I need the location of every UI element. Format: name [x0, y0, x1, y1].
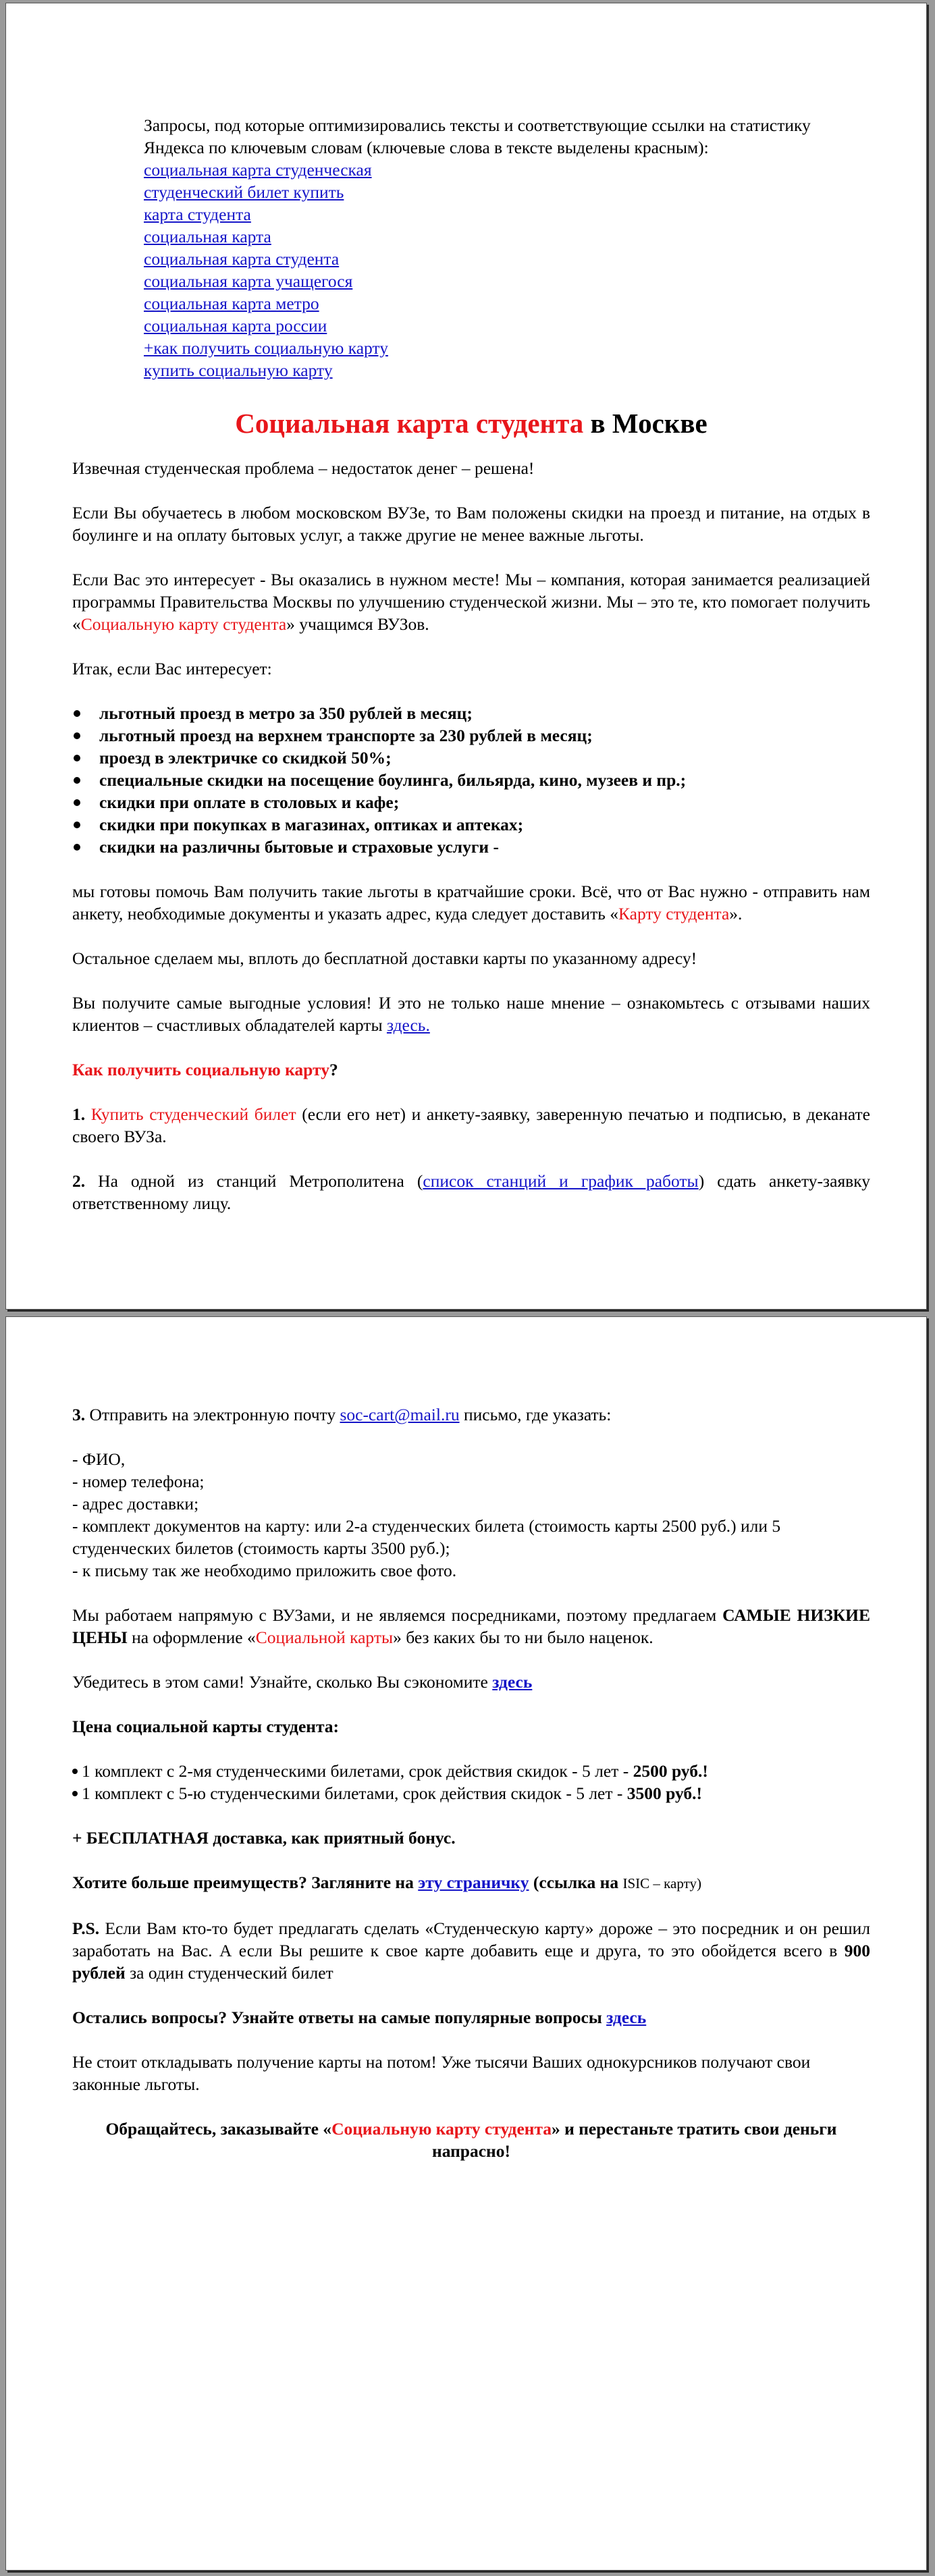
list-item: скидки на различны бытовые и страховые услуги -	[72, 836, 870, 858]
paragraph-ps	[72, 1917, 870, 1984]
keywords-block	[144, 114, 870, 381]
text-span: На одной из станций Метрополитена (	[85, 1171, 423, 1191]
savings-link[interactable]: здесь	[492, 1672, 533, 1692]
text-span: ?	[329, 1060, 338, 1079]
list-item: проезд в электричке со скидкой 50%;	[72, 747, 870, 769]
keyword-link[interactable]: социальная карта учащегося	[144, 271, 353, 291]
title-black-part: в Москве	[583, 408, 707, 439]
requirements-list	[72, 1448, 870, 1582]
list-item: - к письму так же необходимо приложить свое фото.	[72, 1561, 457, 1580]
text-span: Отправить на электронную почту	[85, 1405, 340, 1424]
paragraph-itak: Итак, если Вас интересует:	[72, 659, 272, 678]
keyword-link[interactable]: +как получить социальную карту	[144, 338, 388, 358]
page-1-content	[72, 114, 870, 1214]
step-number: 2.	[72, 1171, 86, 1191]
paragraph-interest	[72, 568, 870, 635]
paragraph-delay: Не стоит откладывать получение карты на потом! Уже тысячи Ваших однокурсников получают свои законные льготы.	[72, 2052, 811, 2094]
list-item: - адрес доставки;	[72, 1494, 199, 1513]
page-title	[72, 406, 870, 441]
price-value: 3500 руб.!	[626, 1783, 703, 1803]
price-list	[72, 1760, 870, 1804]
isic-link[interactable]: эту страничку	[418, 1873, 529, 1892]
more-benefits	[72, 1871, 870, 1895]
text-span: 1 комплект с 5-ю студенческими билетами, срок действия скидок - 5 лет -	[82, 1783, 627, 1803]
bold-text: 900 рублей	[72, 1941, 870, 1983]
text-span: ) сдать анкету-заявку ответственному лицу.	[72, 1171, 870, 1213]
text-span: » учащимся ВУЗов.	[286, 614, 429, 634]
step-2	[72, 1170, 870, 1214]
paragraph-vuz: Если Вы обучаетесь в любом московском ВУЗе, то Вам положены скидки на проезд и питание, на отдых в боулинге и на оплату бытовых услуг, а также другие не менее важные льготы.	[72, 503, 870, 545]
paragraph-best	[72, 992, 870, 1036]
page-2-content	[72, 1403, 870, 2162]
intro-text-line1: Запросы, под которые оптимизировались тексты и соответствующие ссылки на статистику	[144, 115, 811, 135]
text-span: за один студенческий билет	[125, 1963, 333, 1983]
list-item: - комплект документов на карту: или 2-а студенческих билета (стоимость карты 2500 руб.) или 5 студенческих билетов (стоимость карты 3500 руб.);	[72, 1516, 781, 1558]
ps-label: P.S.	[72, 1918, 100, 1938]
text-span: Если Вам кто-то будет предлагать сделать «Студенческую карту» дороже – это посредник и он решил заработать на Вас. А если Вы решите к свое карте добавить еще и друга, то это обойдется всего в	[72, 1918, 870, 1960]
list-item: скидки при покупках в магазинах, оптиках и аптеках;	[72, 813, 870, 836]
paragraph-problem: Извечная студенческая проблема – недостаток денег – решена!	[72, 458, 535, 478]
price-title: Цена социальной карты студента:	[72, 1717, 340, 1736]
paragraph-check	[72, 1671, 870, 1693]
keyword-link[interactable]: социальная карта студента	[144, 249, 340, 269]
benefits-list	[72, 702, 870, 858]
list-item: - ФИО,	[72, 1449, 126, 1469]
step-number: 1.	[72, 1104, 86, 1124]
keyword-link[interactable]: социальная карта россии	[144, 316, 327, 336]
list-item: льготный проезд в метро за 350 рублей в месяц;	[72, 702, 870, 724]
keyword-link[interactable]: купить социальную карту	[144, 360, 333, 380]
text-span: » без каких бы то ни было наценок.	[393, 1628, 653, 1647]
step-number: 3.	[72, 1405, 86, 1424]
text-span: ».	[729, 904, 743, 923]
paragraph-direct	[72, 1604, 870, 1648]
faq-link[interactable]: здесь	[606, 2008, 647, 2027]
keyword-red: Карту студента	[618, 904, 730, 923]
text-span: Убедитесь в этом сами! Узнайте, сколько Вы сэкономите	[72, 1672, 493, 1692]
reviews-link[interactable]: здесь.	[386, 1015, 430, 1035]
free-delivery: + БЕСПЛАТНАЯ доставка, как приятный бонус.	[72, 1828, 456, 1848]
stations-link[interactable]: список станций и график работы	[423, 1171, 699, 1191]
keyword-red: Как получить социальную карту	[72, 1060, 329, 1079]
bold-text: САМЫЕ НИЗКИЕ ЦЕНЫ	[72, 1605, 870, 1647]
text-span: Мы работаем напрямую с ВУЗами, и не являемся посредниками, поэтому предлагаем	[72, 1605, 723, 1625]
text-span: Остались вопросы? Узнайте ответы на самые популярные вопросы	[72, 2008, 607, 2027]
howto-heading	[72, 1058, 870, 1081]
list-item	[72, 1782, 870, 1804]
questions	[72, 2006, 870, 2029]
intro-text-line2: Яндекса по ключевым словам (ключевые слова в тексте выделены красным):	[144, 138, 709, 157]
email-link[interactable]: soc-cart@mail.ru	[340, 1405, 460, 1424]
text-span: 1 комплект с 2-мя студенческими билетами, срок действия скидок - 5 лет -	[82, 1761, 633, 1781]
text-span: Вы получите самые выгодные условия! И это не только наше мнение – ознакомьтесь с отзывами наших клиентов – счастливых обладателей карты	[72, 993, 870, 1035]
price-value: 2500 руб.!	[633, 1761, 708, 1781]
text-span: (если его нет) и анкету-заявку, заверенную печатью и подписью, в деканате своего ВУЗа.	[72, 1104, 871, 1146]
keyword-red: Социальную карту студента	[80, 614, 287, 634]
title-red-part: Социальная карта студента	[235, 408, 584, 439]
keyword-red: Социальной карты	[255, 1628, 394, 1647]
keyword-link[interactable]: социальная карта студенческая	[144, 160, 372, 180]
small-text: ISIC – карту)	[622, 1875, 701, 1891]
text-span: Обращайтесь, заказывайте «	[105, 2119, 332, 2139]
text-span: Если Вас это интересует - Вы оказались в нужном месте! Мы – компания, которая занимается реализацией программы Правительства Москвы по улучшению студенческой жизни. Мы – это те, кто помогает получить «	[72, 570, 870, 634]
step-1	[72, 1103, 870, 1148]
text-span: мы готовы помочь Вам получить такие льготы в кратчайшие сроки. Всё, что от Вас нужно - отправить нам анкету, необходимые документы и указать адрес, куда следует доставить «	[72, 882, 870, 923]
keyword-link[interactable]: карта студента	[144, 205, 251, 224]
final-call	[72, 2118, 870, 2162]
document-page-1	[5, 3, 927, 1310]
list-item	[72, 1760, 870, 1782]
text-span: письмо, где указать:	[459, 1405, 612, 1424]
text-span: Хотите больше преимуществ? Загляните на	[72, 1873, 419, 1892]
keyword-link[interactable]: студенческий билет купить	[144, 182, 344, 202]
list-item: - номер телефона;	[72, 1472, 205, 1491]
keyword-link[interactable]: социальная карта метро	[144, 294, 319, 313]
text-span: на оформление «	[127, 1628, 256, 1647]
list-item: скидки при оплате в столовых и кафе;	[72, 791, 870, 813]
document-page-2	[5, 1316, 927, 2571]
list-item: специальные скидки на посещение боулинга, бильярда, кино, музеев и пр.;	[72, 769, 870, 791]
list-item: льготный проезд на верхнем транспорте за 230 рублей в месяц;	[72, 724, 870, 747]
keyword-red: Социальную карту студента	[331, 2119, 552, 2139]
keyword-red: Купить студенческий билет	[90, 1104, 296, 1124]
text-span: (ссылка на	[529, 1873, 623, 1892]
keyword-link[interactable]: социальная карта	[144, 227, 271, 246]
paragraph-rest: Остальное сделаем мы, вплоть до бесплатной доставки карты по указанному адресу!	[72, 948, 697, 968]
step-3	[72, 1403, 870, 1426]
text-span: » и перестаньте тратить свои деньги напрасно!	[432, 2119, 837, 2161]
paragraph-ready	[72, 880, 870, 925]
